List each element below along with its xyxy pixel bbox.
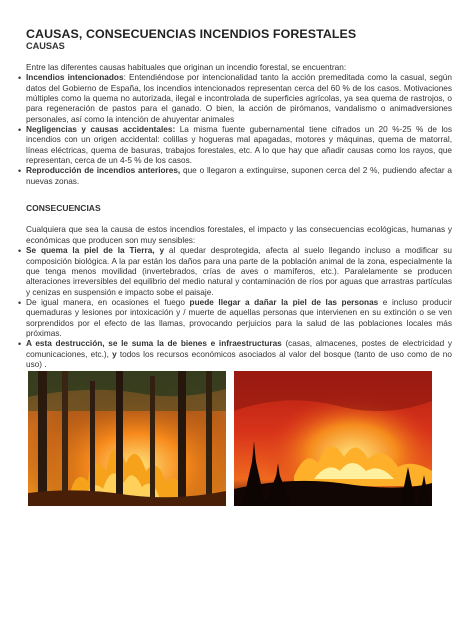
- item-lead: A esta destrucción, se le suma la de bienes e infraestructuras: [26, 339, 282, 349]
- item-pre: De igual manera, en ocasiones el fuego: [26, 297, 190, 307]
- list-item: [26, 73, 452, 125]
- item-lead: puede llegar a dañar la piel de las personas: [189, 297, 379, 307]
- item-text: La misma fuente gubernamental tiene cifrados un 20 %-25 % de los incendios con un origen accidental: colillas y hogueras mal apagadas, motores y máquinas, quema de matorral, líneas eléctricas, quema de basuras, trabajos forestales, etc. A lo que hay que añadir causas como los rayos, que representan, cerca de un 4-5 % de los casos.: [26, 125, 452, 166]
- item-lead: Negligencias y causas accidentales:: [26, 125, 176, 135]
- item-text: al quedar desprotegida, afecta al suelo llegando incluso a modificar su composición biológica. A la par están los daños para una parte de la población animal de la zona, especialmente la que tenga menos movilidad (invertebrados, crías de aves o mamíferos, etc.). Paralelamente se producen alteraciones irreversibles del equilibrio del medio natural y contaminación de ríos por aguas que arrastras partículas y cenizas en suspensión e impacto sobe el paisaje.: [26, 246, 452, 297]
- causas-list: [26, 73, 452, 187]
- item-lead: y: [112, 349, 117, 359]
- item-lead: Se quema la piel de la Tierra, y: [26, 246, 165, 256]
- item-text: que o llegaron a extinguirse, suponen cerca del 2 %, pudiendo afectar a nuevas zonas.: [26, 166, 452, 186]
- list-item: [26, 166, 452, 187]
- forest-fire-night-hill-photo: [234, 371, 432, 506]
- item-text: (casas, almacenes, postes de electricidad y comunicaciones, etc.),: [26, 339, 452, 359]
- item-lead: Incendios intencionados: [26, 73, 124, 83]
- list-item: [26, 125, 452, 166]
- list-item: [26, 298, 452, 339]
- consecuencias-intro: Cualquiera que sea la causa de estos incendios forestales, el impacto y las consecuencias ecológicas, humanas y económicas que producen son muy sensibles:: [26, 225, 452, 245]
- item-text: e incluso producir quemaduras y lesiones por intoxicación y / muerte de aquellas personas que intervienen en su extinción o se ven sorprendidos por el efecto de las llamas, provocando perjuicios para la salud de las poblaciones locales más próximas.: [26, 297, 452, 338]
- photo-row: [0, 371, 474, 506]
- list-item: [26, 339, 452, 370]
- item-text: : Entendiéndose por intencionalidad tanto la acción premeditada como la casual, según datos del Gobierno de España, los incendios intencionados representan cerca del 60 % de los casos. Motivaciones múltiples como la quema no autorizada, ilegal e incontrolada de superficies agrícolas, ya sea quema de rastrojos, o para regeneración de pastos para el ganado. O bien, la acción de pirómanos, vandalismo o animadversiones personales, así como la intención de ahuyentar animales: [26, 73, 452, 124]
- item-lead: Reproducción de incendios anteriores,: [26, 166, 181, 176]
- forest-fire-trees-photo: [28, 371, 226, 506]
- list-item: [26, 246, 452, 298]
- item-text: todos los recursos económicos asociados al valor del bosque (tanto de uso como de no uso) .: [26, 349, 452, 369]
- consecuencias-list: [26, 246, 452, 370]
- section-title-causas: CAUSAS: [26, 41, 65, 51]
- section-title-consecuencias: CONSECUENCIAS: [26, 203, 101, 214]
- page-title: CAUSAS, CONSECUENCIAS INCENDIOS FORESTALES: [26, 27, 357, 41]
- document-body: [26, 63, 452, 370]
- causas-intro: Entre las diferentes causas habituales que originan un incendio forestal, se encuentran:: [26, 63, 347, 72]
